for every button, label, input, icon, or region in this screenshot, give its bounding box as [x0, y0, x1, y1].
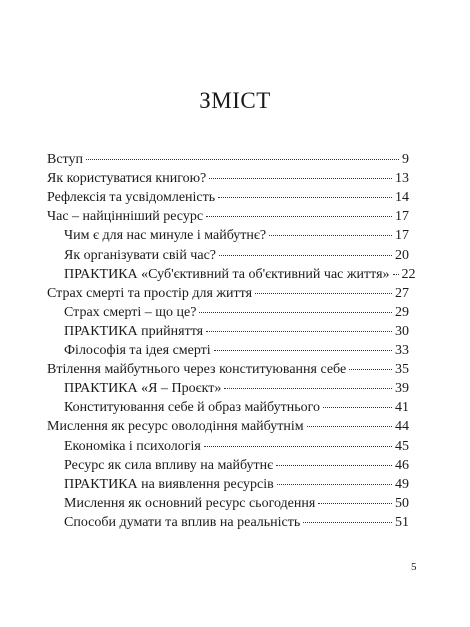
toc-entry-page: 20	[395, 248, 409, 263]
toc-entry-title: ПРАКТИКА на виявлення ресурсів	[64, 477, 274, 492]
toc-entry	[47, 285, 409, 303]
toc-entry-title: Філософія та ідея смерті	[64, 343, 211, 358]
toc-entry-page: 50	[395, 496, 409, 511]
toc-entry-page: 13	[395, 171, 409, 186]
toc-entry-page: 27	[395, 286, 409, 301]
toc-entry-page: 49	[395, 477, 409, 492]
toc-entry-title: Мислення як ресурс оволодіння майбутнім	[47, 419, 304, 434]
toc-entry	[64, 323, 409, 341]
toc-entry	[64, 457, 409, 475]
toc-entry-title: Страх смерті та простір для життя	[47, 286, 253, 301]
toc-entry	[47, 361, 409, 379]
toc-entry-page: 9	[402, 152, 409, 167]
dot-leader	[393, 274, 399, 275]
toc-entry-title: Чим є для нас минуле і майбутнє?	[64, 228, 267, 243]
dot-leader	[349, 369, 392, 370]
toc-entry-page: 33	[395, 343, 409, 358]
toc-entry-title: Вступ	[47, 152, 83, 167]
dot-leader	[206, 216, 392, 217]
dot-leader	[214, 350, 392, 351]
toc-entry-page: 41	[395, 400, 409, 415]
toc-entry-title: Ресурс як сила впливу на майбутнє	[64, 458, 274, 473]
toc-entry-page: 44	[395, 419, 409, 434]
dot-leader	[318, 503, 392, 504]
toc-entry	[64, 304, 409, 322]
dot-leader	[269, 235, 392, 236]
toc-entry	[64, 495, 409, 513]
toc-entry	[47, 208, 409, 226]
toc-entry	[64, 514, 409, 532]
toc-entry-page: 29	[395, 305, 409, 320]
toc-entry	[47, 418, 409, 436]
dot-leader	[218, 197, 392, 198]
toc-entry	[64, 399, 409, 417]
toc-entry	[64, 476, 409, 494]
page-number: 5	[411, 561, 417, 573]
toc-entry	[64, 247, 409, 265]
toc-entry-page: 22	[401, 267, 416, 282]
toc-entry-title: Як організувати свій час?	[64, 248, 216, 263]
toc-entry-title: ПРАКТИКА «Суб'єктивний та об'єктивний час життя»	[64, 267, 390, 282]
dot-leader	[219, 255, 392, 256]
toc-entry-page: 46	[395, 458, 409, 473]
toc-entry-title: ПРАКТИКА прийняття	[64, 324, 204, 339]
toc-entry-page: 14	[395, 190, 409, 205]
toc-entry-page: 35	[395, 362, 409, 377]
toc-entry-page: 30	[395, 324, 409, 339]
dot-leader	[206, 331, 392, 332]
toc-entry	[64, 342, 409, 360]
toc-entry-title: Економіка і психологія	[64, 439, 201, 454]
toc-entry-title: Страх смерті – що це?	[64, 305, 197, 320]
dot-leader	[277, 484, 392, 485]
toc-entry	[47, 170, 409, 188]
toc-entry-title: Мислення як основний ресурс сьогодення	[64, 496, 316, 511]
toc-entry-page: 17	[395, 209, 409, 224]
toc-entry-title: ПРАКТИКА «Я – Проєкт»	[64, 381, 222, 396]
dot-leader	[209, 178, 392, 179]
dot-leader	[303, 522, 392, 523]
toc-entry-page: 17	[395, 228, 409, 243]
toc-entry	[64, 266, 416, 284]
toc-entry-title: Як користуватися книгою?	[47, 171, 207, 186]
dot-leader	[255, 293, 392, 294]
dot-leader	[224, 388, 392, 389]
toc-entry-title: Способи думати та вплив на реальність	[64, 515, 301, 530]
toc-entry-page: 39	[395, 381, 409, 396]
toc-entry-title: Час – найцінніший ресурс	[47, 209, 204, 224]
toc-entry-page: 45	[395, 439, 409, 454]
toc-entry	[64, 227, 409, 245]
toc-entry	[64, 380, 409, 398]
dot-leader	[204, 446, 392, 447]
toc-entry	[47, 189, 409, 207]
toc-entry-title: Конституювання себе й образ майбутнього	[64, 400, 320, 415]
dot-leader	[276, 465, 392, 466]
dot-leader	[199, 312, 392, 313]
toc-entry-page: 51	[395, 515, 409, 530]
dot-leader	[307, 426, 392, 427]
dot-leader	[86, 159, 399, 160]
toc-entry	[47, 151, 409, 169]
dot-leader	[323, 407, 392, 408]
toc-entry-title: Втілення майбутнього через конституювання себе	[47, 362, 347, 377]
toc-entry-title: Рефлексія та усвідомленість	[47, 190, 216, 205]
toc-entry	[64, 438, 409, 456]
toc-heading: ЗМІСТ	[199, 88, 271, 113]
